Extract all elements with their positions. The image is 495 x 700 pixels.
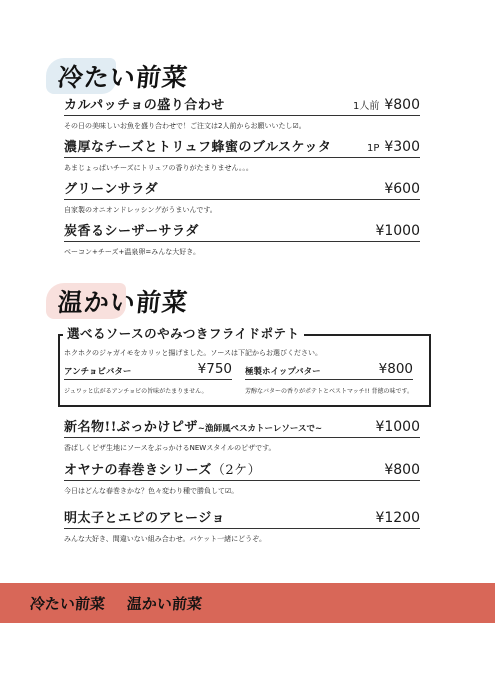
- menu-item-carpaccio: [64, 96, 420, 131]
- item-name: 新名物!!ぶっかけピザ: [64, 420, 198, 435]
- sauce-option-whipped-butter: [245, 362, 413, 395]
- item-name: オヤナの春巻きシリーズ: [64, 463, 212, 478]
- warm-appetizers-heading: [58, 283, 188, 319]
- fries-title: 選べるソースのやみつきフライドポテト: [63, 324, 304, 342]
- item-name: 濃厚なチーズとトリュフ蜂蜜のブルスケッタ: [64, 140, 332, 155]
- cold-appetizers-title: 冷たい前菜: [56, 63, 190, 92]
- cold-appetizers-heading: [58, 58, 188, 94]
- item-price: ¥1000: [375, 223, 420, 239]
- option-description: ジュワッと広がるアンチョビの旨味がたまりません。: [64, 388, 208, 395]
- menu-item-spring-rolls: [64, 461, 420, 496]
- menu-item-bukkake-pizza: [64, 418, 420, 453]
- item-price: ¥800: [384, 97, 420, 113]
- footer-label-cold: 冷たい前菜: [29, 594, 106, 613]
- fries-description: ホクホクのジャガイモをカリッと揚げました。ソースは下記からお選びください。: [64, 349, 323, 357]
- item-price: ¥1200: [375, 510, 420, 526]
- menu-item-bruschetta: [64, 138, 420, 173]
- footer-label-warm: 温かい前菜: [126, 594, 203, 613]
- option-description: 芳醇なバターの香りがポテトとベストマッチ!! 背徳の味です。: [245, 388, 413, 395]
- item-description: 今日はどんな春巻きかな？色々変わり種で勝負して☑。: [64, 487, 239, 495]
- option-name: アンチョビバター: [64, 367, 132, 377]
- item-description: その日の美味しいお魚を盛り合わせで！ご注文は2人前からお願いいたし☑。: [64, 122, 306, 130]
- footer-band: [0, 583, 495, 623]
- item-price: ¥600: [384, 181, 420, 197]
- item-quantity-note: （2ケ）: [211, 463, 262, 478]
- item-name: 明太子とエビのアヒージョ: [64, 511, 225, 526]
- item-name: グリーンサラダ: [64, 182, 159, 197]
- item-description: ベーコン+チーズ+温泉卵=みんな大好き。: [64, 248, 200, 256]
- warm-appetizers-title: 温かい前菜: [56, 288, 190, 317]
- menu-item-ajillo: [64, 509, 420, 544]
- item-price: ¥300: [384, 139, 420, 155]
- item-name: カルパッチョの盛り合わせ: [64, 98, 225, 113]
- item-price: ¥800: [384, 462, 420, 478]
- item-portion: 1P: [366, 143, 380, 154]
- item-description: みんな大好き、間違いない組み合わせ。バケット一緒にどうぞ。: [64, 535, 267, 543]
- item-name: 炭香るシーザーサラダ: [64, 224, 199, 239]
- item-subtitle: ~漁師風ペスカトーレソースで~: [197, 424, 323, 434]
- sauce-option-anchovy-butter: [64, 362, 232, 395]
- option-price: ¥800: [378, 361, 413, 377]
- item-portion: 1人前: [352, 101, 380, 112]
- option-price: ¥750: [197, 361, 232, 377]
- option-name: 極製ホイップバター: [245, 367, 321, 377]
- item-description: 香ばしくピザ生地にソースをぶっかけるNEWスタイルのピザです。: [64, 444, 276, 452]
- item-price: ¥1000: [375, 419, 420, 435]
- item-description: 自家製のオニオンドレッシングがうまいんです。: [64, 206, 217, 214]
- menu-item-caesar-salad: [64, 222, 420, 257]
- item-description: あまじょっぱいチーズにトリュフの香りがたまりません。。。: [64, 164, 253, 172]
- menu-item-green-salad: [64, 180, 420, 215]
